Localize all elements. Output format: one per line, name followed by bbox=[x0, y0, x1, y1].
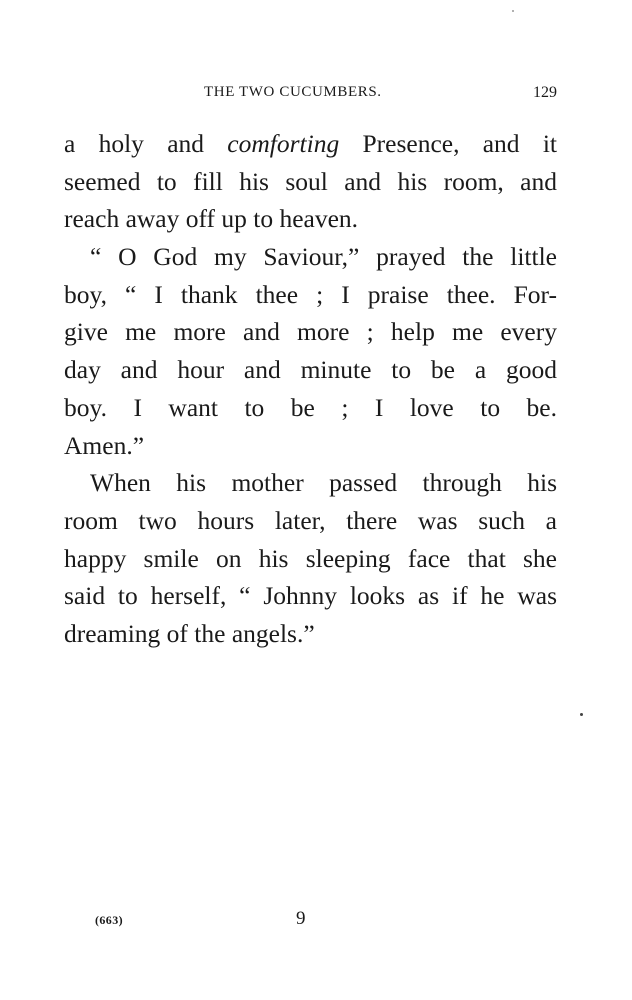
ink-speck bbox=[580, 713, 583, 716]
text-line: give me more and more ; help me every bbox=[64, 317, 557, 347]
folio-number: 9 bbox=[296, 908, 306, 929]
text-line: boy. I want to be ; I love to be. bbox=[64, 392, 557, 422]
ink-speck bbox=[512, 10, 514, 12]
text-line: When his mother passed through his bbox=[90, 468, 557, 498]
text-line: Amen.” bbox=[64, 430, 145, 460]
text-line: day and hour and minute to be a good bbox=[64, 355, 557, 385]
text-line: room two hours later, there was such a bbox=[64, 505, 557, 535]
italic-word: comforting bbox=[227, 129, 340, 158]
running-title: THE TWO CUCUMBERS. bbox=[204, 84, 382, 100]
body-text bbox=[64, 125, 557, 653]
signature-mark: (663) bbox=[95, 913, 123, 927]
text-line: seemed to fill his soul and his room, and bbox=[64, 166, 557, 196]
text-line: happy smile on his sleeping face that she bbox=[64, 543, 557, 573]
running-head bbox=[64, 84, 557, 108]
page-number: 129 bbox=[533, 84, 557, 101]
text-line: dreaming of the angels.” bbox=[64, 618, 315, 648]
text-line: boy, “ I thank thee ; I praise thee. For- bbox=[64, 279, 557, 309]
text-line: said to herself, “ Johnny looks as if he was bbox=[64, 581, 557, 611]
text-line: a holy and comforting Presence, and it bbox=[64, 129, 557, 158]
text-line: “ O God my Saviour,” prayed the little bbox=[90, 242, 557, 272]
text-line: reach away off up to heaven. bbox=[64, 204, 359, 234]
